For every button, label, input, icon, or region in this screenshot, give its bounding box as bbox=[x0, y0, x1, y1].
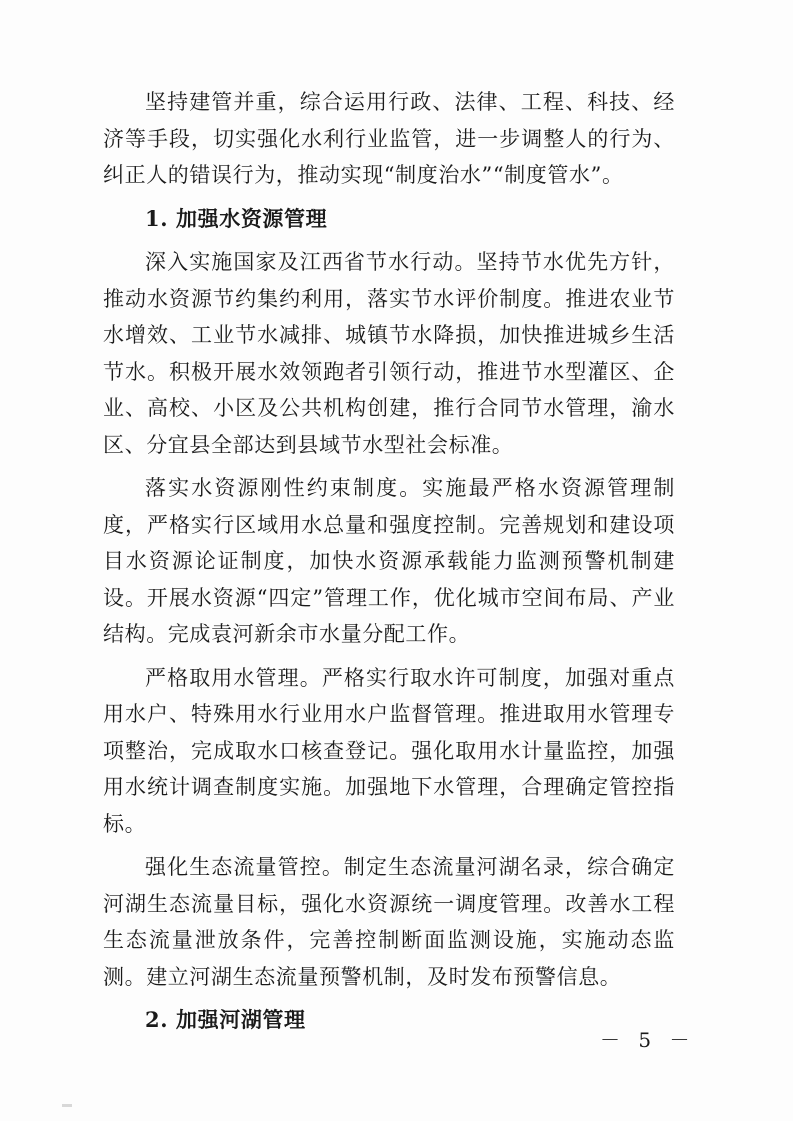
document-body bbox=[103, 84, 675, 1039]
scan-artifact bbox=[62, 1104, 72, 1107]
paragraph-ecological-flow: 强化生态流量管控。制定生态流量河湖名录，综合确定河湖生态流量目标，强化水资源统一调度管理。改善水工程生态流量泄放条件，完善控制断面监测设施，实施动态监测。建立河湖生态流量预警机制，及时发布预警信息。 bbox=[103, 855, 675, 989]
section-heading-river-lake: 2. 加强河湖管理 bbox=[145, 1007, 306, 1032]
paragraph-water-saving: 深入实施国家及江西省节水行动。坚持节水优先方针，推动水资源节约集约利用，落实节水评价制度。推进农业节水增效、工业节水减排、城镇节水降损，加快推进城乡生活节水。积极开展水效领跑者引领行动，推进节水型灌区、企业、高校、小区及公共机构创建，推行合同节水管理，渝水区、分宜县全部达到县域节水型社会标准。 bbox=[103, 250, 675, 457]
paragraph-intro: 坚持建管并重，综合运用行政、法律、工程、科技、经济等手段，切实强化水利行业监管，进一步调整人的行为、纠正人的错误行为，推动实现“制度治水”“制度管水”。 bbox=[103, 90, 675, 187]
paragraph-water-intake: 严格取用水管理。严格实行取水许可制度，加强对重点用水户、特殊用水行业用水户监督管理。推进取用水管理专项整治，完成取水口核查登记。强化取用水计量监控，加强用水统计调查制度实施。加强地下水管理，合理确定管控指标。 bbox=[103, 665, 675, 836]
paragraph-rigid-constraint: 落实水资源刚性约束制度。实施最严格水资源管理制度，严格实行区域用水总量和强度控制。完善规划和建设项目水资源论证制度，加快水资源承载能力监测预警机制建设。开展水资源“四定”管理工作，优化城市空间布局、产业结构。完成袁河新余市水量分配工作。 bbox=[103, 476, 675, 646]
page-number: － 5 － bbox=[600, 1028, 696, 1052]
section-heading-water-resources: 1. 加强水资源管理 bbox=[145, 205, 328, 231]
